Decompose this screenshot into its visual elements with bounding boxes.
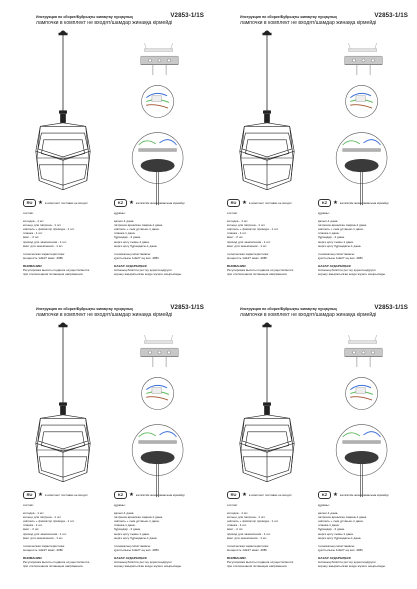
spec-line: жерге қосу сымы-1 дана.	[114, 239, 150, 244]
spec-line: Регулировка высоты подвеса осуществляется	[23, 268, 90, 273]
badge-ru	[23, 200, 88, 206]
spec-line: құрамы:	[318, 211, 330, 215]
bulbs-note: лампочки в комплект не входят/шамдар жинаққа кірмейді	[36, 19, 173, 26]
badge-ru	[23, 492, 88, 498]
spec-line: мощность 1хE27 макс. 40Вт	[23, 547, 64, 552]
spec-line: ВНИМАНИЕ!	[227, 263, 247, 268]
spec-line: кольцо для патрона - 1 шт.	[227, 223, 266, 228]
spec-line: патронға арналған сақина-1 дана.	[114, 223, 163, 228]
badge-code-ru: RU	[23, 491, 36, 498]
spec-line: ВНИМАНИЕ!	[23, 555, 43, 560]
spec-line: НАЗАР АУДАРЫҢЫЗ!	[318, 555, 352, 560]
spec-line: НАЗАР АУДАРЫҢЫЗ!	[114, 555, 148, 560]
spec-line: техникалық сипаттамасы:	[318, 543, 356, 548]
badge-code-ru: RU	[227, 491, 240, 498]
mounting-detail-illustration	[316, 335, 409, 500]
spec-line: мощность 1хE27 макс. 40Вт	[227, 255, 268, 260]
spec-line: жерге қосу бұрандасы-1 дана.	[318, 243, 362, 248]
badge-note-kz: жеткізілім жинақтамасына кірмейді	[339, 201, 389, 205]
spec-line: техническая характеристика:	[227, 543, 269, 548]
spec-line: винт для заземления - 1 шт.	[227, 243, 268, 248]
spec-line: состав:	[23, 503, 34, 507]
spec-line: провод для заземления - 1 шт.	[227, 239, 271, 244]
spec-line: колодка - 1 шт.	[23, 219, 45, 224]
star-icon: ★	[38, 199, 43, 206]
spec-line: жерге қосу бұрандасы-1 дана.	[114, 535, 158, 540]
instruction-title: Инструкция по сборке/Буйрықты жинақтау нұсқаулық	[36, 307, 133, 311]
badge-note-kz: жеткізілім жинақтамасына кірмейді	[135, 493, 185, 497]
spec-line: ниппель + сым ұстағыш-1 дана.	[114, 519, 160, 524]
spec-line: жерге қосу сымы-1 дана.	[318, 531, 354, 536]
pendant-lamp-illustration	[8, 314, 118, 484]
spec-line: состав:	[227, 211, 238, 215]
pendant-lamp-illustration	[8, 22, 118, 192]
badge-note-ru: в комплект поставки не входит	[248, 201, 292, 205]
language-badges	[23, 492, 203, 500]
spec-line: ниппель + фиксатор провода - 1 шт.	[23, 227, 75, 232]
instruction-title: Инструкция по сборке/Буйрықты жинақтау нұсқаулық	[36, 15, 133, 19]
star-icon: ★	[129, 199, 134, 206]
badge-kz	[114, 200, 184, 206]
spec-line: бұрандар - 2 дана.	[114, 235, 141, 240]
contents-column-kz	[114, 211, 194, 276]
spec-line: кернеу ажыратылған кезде жүзеге асырылады.	[318, 272, 386, 277]
spec-line: қалып-1 дана.	[318, 219, 339, 224]
badge-kz	[114, 492, 184, 498]
spec-line: планка - 1 шт.	[227, 523, 247, 528]
badge-note-ru: в комплект поставки не входит	[44, 201, 88, 205]
spec-line: ниппель + фиксатор провода - 1 шт.	[23, 519, 75, 524]
spec-line: при отключенном питающем напряжении.	[23, 272, 84, 277]
spec-line: планка-1 дана.	[318, 231, 340, 236]
star-icon: ★	[242, 491, 247, 498]
spec-line: патронға арналған сақина-1 дана.	[114, 515, 163, 520]
spec-line: жерге қосу бұрандасы-1 дана.	[114, 243, 158, 248]
spec-line: техникалық сипаттамасы:	[318, 251, 356, 256]
spec-line: қуаттылығы 1хE27 ең көп. 40Вт	[114, 255, 160, 260]
star-icon: ★	[242, 199, 247, 206]
model-number: V2853-1/1S	[374, 12, 408, 19]
instruction-title: Инструкция по сборке/Буйрықты жинақтау нұсқаулық	[240, 15, 337, 19]
star-icon: ★	[333, 199, 338, 206]
spec-line: құрамы:	[114, 211, 126, 215]
spec-line: планка - 1 шт.	[23, 231, 43, 236]
spec-line: планка-1 дана.	[114, 231, 136, 236]
badge-code-kz: KZ	[114, 199, 127, 206]
badge-code-kz: KZ	[318, 491, 331, 498]
spec-line: винт для заземления - 1 шт.	[23, 243, 64, 248]
spec-line: планка - 1 шт.	[23, 523, 43, 528]
spec-line: Регулировка высоты подвеса осуществляется	[227, 268, 294, 273]
bulbs-note: лампочки в комплект не входят/шамдар жинаққа кірмейді	[240, 311, 377, 318]
mounting-detail-illustration	[112, 43, 205, 208]
badge-code-ru: RU	[227, 199, 240, 206]
badge-ru	[227, 492, 292, 498]
model-number: V2853-1/1S	[170, 12, 204, 19]
spec-line: НАЗАР АУДАРЫҢЫЗ!	[318, 263, 352, 268]
spec-line: қуаттылығы 1хE27 ең көп. 40Вт	[318, 547, 364, 552]
spec-line: Регулировка высоты подвеса осуществляется	[23, 560, 90, 565]
contents-column-kz	[318, 503, 398, 568]
spec-line: Аспаның биіктігін реттеу қоректендіруші	[114, 268, 172, 273]
spec-line: винт - 2 шт.	[23, 527, 40, 532]
spec-line: ниппель + сым ұстағыш-1 дана.	[318, 519, 364, 524]
spec-line: Аспаның биіктігін реттеу қоректендіруші	[114, 560, 172, 565]
spec-line: колодка - 1 шт.	[23, 511, 45, 516]
spec-line: мощность 1хE27 макс. 40Вт	[227, 547, 268, 552]
mounting-detail-illustration	[316, 43, 409, 208]
spec-line: Аспаның биіктігін реттеу қоректендіруші	[318, 268, 376, 273]
contents-column-ru	[227, 211, 307, 276]
contents-column-ru	[23, 211, 103, 276]
spec-line: провод для заземления - 1 шт.	[23, 531, 67, 536]
pendant-lamp-illustration	[212, 314, 322, 484]
spec-line: ниппель + фиксатор провода - 1 шт.	[227, 227, 279, 232]
spec-line: техническая характеристика:	[23, 543, 65, 548]
model-number: V2853-1/1S	[374, 304, 408, 311]
spec-line: ВНИМАНИЕ!	[227, 555, 247, 560]
instruction-panel	[212, 8, 409, 288]
spec-line: при отключенном питающем напряжении.	[227, 272, 288, 277]
spec-line: қуаттылығы 1хE27 ең көп. 40Вт	[114, 547, 160, 552]
spec-line: Регулировка высоты подвеса осуществляется	[227, 560, 294, 565]
spec-line: бұрандар - 2 дана.	[318, 235, 345, 240]
badge-kz	[318, 492, 388, 498]
spec-line: қалып-1 дана.	[318, 511, 339, 516]
bulbs-note: лампочки в комплект не входят/шамдар жинаққа кірмейді	[240, 19, 377, 26]
star-icon: ★	[333, 491, 338, 498]
spec-line: винт - 2 шт.	[227, 235, 244, 240]
spec-line: кернеу ажыратылған кезде жүзеге асырылады.	[318, 564, 386, 569]
badge-code-kz: KZ	[318, 199, 331, 206]
star-icon: ★	[38, 491, 43, 498]
spec-line: техническая характеристика:	[23, 251, 65, 256]
spec-line: при отключенном питающем напряжении.	[23, 564, 84, 569]
spec-line: кольцо для патрона - 1 шт.	[23, 515, 62, 520]
instruction-panel	[8, 300, 205, 580]
spec-line: патронға арналған сақина-1 дана.	[318, 515, 367, 520]
spec-line: бұрандар - 2 дана.	[114, 527, 141, 532]
spec-line: винт - 2 шт.	[227, 527, 244, 532]
spec-line: провод для заземления - 1 шт.	[227, 531, 271, 536]
badge-note-ru: в комплект поставки не входит	[44, 493, 88, 497]
spec-line: қалып-1 дана.	[114, 511, 135, 516]
contents-column-kz	[114, 503, 194, 568]
spec-line: мощность 1хE27 макс. 40Вт	[23, 255, 64, 260]
model-number: V2853-1/1S	[170, 304, 204, 311]
spec-line: винт для заземления - 1 шт.	[227, 535, 268, 540]
star-icon: ★	[129, 491, 134, 498]
spec-line: ниппель + сым ұстағыш-1 дана.	[114, 227, 160, 232]
contents-column-ru	[227, 503, 307, 568]
spec-line: кольцо для патрона - 1 шт.	[23, 223, 62, 228]
spec-line: патронға арналған сақина-1 дана.	[318, 223, 367, 228]
spec-line: при отключенном питающем напряжении.	[227, 564, 288, 569]
spec-line: техникалық сипаттамасы:	[114, 251, 152, 256]
badge-note-kz: жеткізілім жинақтамасына кірмейді	[339, 493, 389, 497]
badge-note-kz: жеткізілім жинақтамасына кірмейді	[135, 201, 185, 205]
spec-line: ниппель + фиксатор провода - 1 шт.	[227, 519, 279, 524]
spec-line: винт - 2 шт.	[23, 235, 40, 240]
language-badges	[227, 200, 407, 208]
pendant-lamp-illustration	[212, 22, 322, 192]
spec-line: НАЗАР АУДАРЫҢЫЗ!	[114, 263, 148, 268]
instruction-panel	[212, 300, 409, 580]
badge-note-ru: в комплект поставки не входит	[248, 493, 292, 497]
contents-column-ru	[23, 503, 103, 568]
language-badges	[23, 200, 203, 208]
badge-code-ru: RU	[23, 199, 36, 206]
spec-line: провод для заземления - 1 шт.	[23, 239, 67, 244]
spec-line: қуаттылығы 1хE27 ең көп. 40Вт	[318, 255, 364, 260]
spec-line: колодка - 1 шт.	[227, 219, 249, 224]
spec-line: қалып-1 дана.	[114, 219, 135, 224]
spec-line: винт для заземления - 1 шт.	[23, 535, 64, 540]
badge-ru	[227, 200, 292, 206]
bulbs-note: лампочки в комплект не входят/шамдар жинаққа кірмейді	[36, 311, 173, 318]
badge-code-kz: KZ	[114, 491, 127, 498]
spec-line: кернеу ажыратылған кезде жүзеге асырылады.	[114, 564, 182, 569]
language-badges	[227, 492, 407, 500]
spec-line: жерге қосу бұрандасы-1 дана.	[318, 535, 362, 540]
spec-line: состав:	[23, 211, 34, 215]
spec-line: жерге қосу сымы-1 дана.	[318, 239, 354, 244]
spec-line: жерге қосу сымы-1 дана.	[114, 531, 150, 536]
spec-line: бұрандар - 2 дана.	[318, 527, 345, 532]
instruction-title: Инструкция по сборке/Буйрықты жинақтау нұсқаулық	[240, 307, 337, 311]
mounting-detail-illustration	[112, 335, 205, 500]
spec-line: ниппель + сым ұстағыш-1 дана.	[318, 227, 364, 232]
badge-kz	[318, 200, 388, 206]
spec-line: кернеу ажыратылған кезде жүзеге асырылады.	[114, 272, 182, 277]
spec-line: құрамы:	[318, 503, 330, 507]
spec-line: Аспаның биіктігін реттеу қоректендіруші	[318, 560, 376, 565]
spec-line: құрамы:	[114, 503, 126, 507]
spec-line: состав:	[227, 503, 238, 507]
spec-line: планка-1 дана.	[114, 523, 136, 528]
spec-line: колодка - 1 шт.	[227, 511, 249, 516]
instruction-panel	[8, 8, 205, 288]
spec-line: планка - 1 шт.	[227, 231, 247, 236]
spec-line: ВНИМАНИЕ!	[23, 263, 43, 268]
spec-line: планка-1 дана.	[318, 523, 340, 528]
contents-column-kz	[318, 211, 398, 276]
spec-line: техникалық сипаттамасы:	[114, 543, 152, 548]
spec-line: кольцо для патрона - 1 шт.	[227, 515, 266, 520]
spec-line: техническая характеристика:	[227, 251, 269, 256]
